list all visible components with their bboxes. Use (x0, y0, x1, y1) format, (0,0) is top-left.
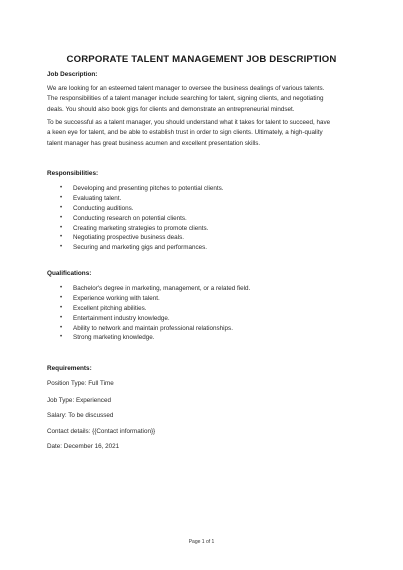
bullet-icon: • (60, 214, 63, 221)
bullet-icon: • (60, 244, 63, 251)
list-item-text: Entertainment industry knowledge. (73, 314, 170, 322)
bullet-icon: • (60, 334, 63, 341)
page-number-footer: Page 1 of 1 (188, 539, 215, 545)
paragraph-line: a keen eye for talent, and be able to establish trust in order to sign clients. Ultimately, a high-quality (47, 129, 323, 137)
list-item (60, 333, 250, 343)
list-item-text: Conducting research on potential clients. (73, 214, 187, 222)
job-description-heading: Job Description: (47, 71, 98, 78)
list-item-text: Experience working with talent. (73, 294, 160, 302)
paragraph-line: The responsibilities of a talent manager include searching for talent, signing clients, and negotiating (47, 95, 324, 103)
list-item (60, 184, 224, 194)
list-item (60, 304, 250, 314)
list-item-text: Securing and marketing gigs and performances. (73, 244, 208, 252)
document-title: CORPORATE TALENT MANAGEMENT JOB DESCRIPTION (66, 54, 337, 65)
list-item-text: Developing and presenting pitches to potential clients. (73, 185, 224, 192)
paragraph-line: To be successful as a talent manager, you should understand what it takes for talent to succeed, have (47, 119, 331, 126)
bullet-icon: • (60, 204, 63, 211)
list-item-text: Ability to network and maintain professional relationships. (73, 324, 233, 332)
qualifications-heading: Qualifications: (47, 270, 92, 277)
list-item (60, 243, 224, 253)
job-description-paragraph-2 (47, 118, 359, 149)
list-item-text: Strong marketing knowledge. (73, 334, 155, 342)
list-item-text: Creating marketing strategies to promote clients. (73, 224, 209, 232)
bullet-icon: • (60, 234, 63, 241)
bullet-icon: • (60, 314, 63, 321)
list-item-text: Conducting auditions. (73, 204, 134, 212)
job-type-line: Job Type: Experienced (47, 397, 111, 404)
bullet-icon: • (60, 194, 63, 201)
contact-details-line: Contact details: {{Contact information}} (47, 428, 156, 435)
list-item (60, 233, 224, 243)
requirements-heading: Requirements: (47, 365, 92, 372)
list-item-text: Excellent pitching abilities. (73, 304, 147, 312)
list-item-text: Bachelor's degree in marketing, management, or a related field. (73, 285, 251, 292)
list-item (60, 284, 250, 294)
list-item (60, 314, 250, 324)
paragraph-line: deals. You should also book gigs for clients and demonstrate an entrepreneurial mindset. (47, 105, 295, 113)
bullet-icon: • (60, 224, 63, 231)
date-line: Date: December 16, 2021 (47, 443, 120, 450)
responsibilities-heading: Responsibilities: (47, 170, 99, 177)
bullet-icon: • (60, 285, 63, 291)
list-item (60, 224, 224, 234)
position-type-line: Position Type: Full Time (47, 380, 114, 387)
paragraph-line: talent manager has great business acumen and excellent presentation skills. (47, 139, 261, 147)
list-item (60, 324, 250, 334)
list-item-text: Evaluating talent. (73, 194, 122, 202)
list-item (60, 204, 224, 214)
qualifications-list (60, 284, 250, 343)
list-item (60, 214, 224, 224)
job-description-paragraph-1 (47, 84, 359, 115)
responsibilities-list (60, 184, 224, 253)
paragraph-line: We are looking for an esteemed talent manager to oversee the business dealings of various talents. (47, 85, 325, 92)
bullet-icon: • (60, 304, 63, 311)
bullet-icon: • (60, 324, 63, 331)
salary-line: Salary: To be discussed (47, 412, 114, 419)
list-item-text: Negotiating prospective business deals. (73, 234, 184, 242)
list-item (60, 294, 250, 304)
bullet-icon: • (60, 185, 63, 191)
list-item (60, 194, 224, 204)
bullet-icon: • (60, 294, 63, 301)
